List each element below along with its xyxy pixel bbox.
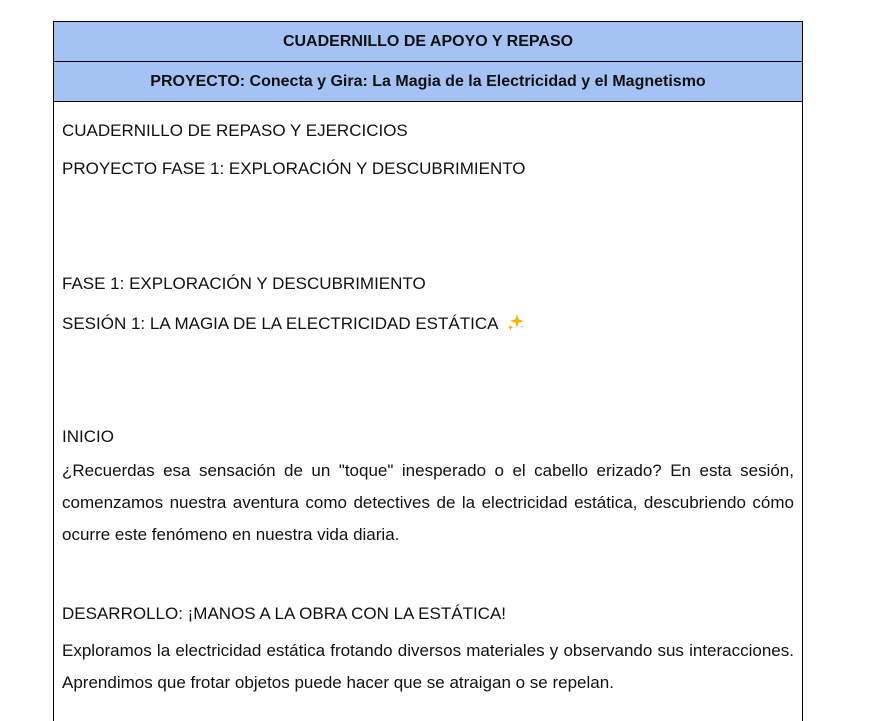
sparkles-icon <box>506 312 526 332</box>
session-title: SESIÓN 1: LA MAGIA DE LA ELECTRICIDAD ESTÁTICA <box>62 314 498 333</box>
inicio-heading: INICIO <box>62 427 114 446</box>
project-phase-heading: PROYECTO FASE 1: EXPLORACIÓN Y DESCUBRIMIENTO <box>62 159 526 178</box>
session-heading <box>62 312 526 334</box>
desarrollo-heading: DESARROLLO: ¡MANOS A LA OBRA CON LA ESTÁTICA! <box>62 604 507 623</box>
desarrollo-paragraph: Exploramos la electricidad estática frotando diversos materiales y observando sus interacciones. Aprendimos que frotar objetos puede hacer que se atraigan o se repelan. <box>62 641 794 692</box>
document-title: CUADERNILLO DE APOYO Y REPASO <box>54 22 802 62</box>
document-table <box>53 21 803 721</box>
notebook-title: CUADERNILLO DE REPASO Y EJERCICIOS <box>62 121 408 140</box>
project-title: PROYECTO: Conecta y Gira: La Magia de la Electricidad y el Magnetismo <box>54 62 802 102</box>
phase-heading: FASE 1: EXPLORACIÓN Y DESCUBRIMIENTO <box>62 274 426 293</box>
inicio-paragraph: ¿Recuerdas esa sensación de un "toque" inesperado o el cabello erizado? En esta sesión, comenzamos nuestra aventura como detectives de la electricidad estática, descubriendo cómo ocurre este fenómeno en nuestra vida diaria. <box>62 461 794 544</box>
